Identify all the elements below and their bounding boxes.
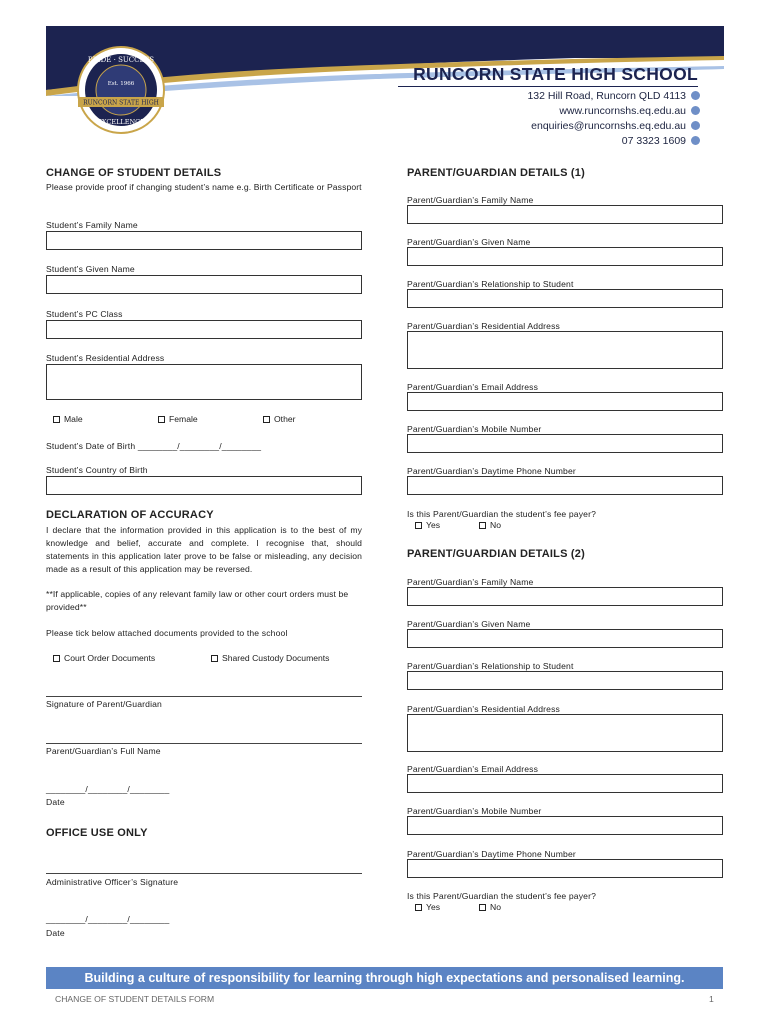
letterhead [46,26,724,146]
gender-male-option[interactable] [53,414,83,424]
parent-full-name-label: Parent/Guardian’s Full Name [46,746,161,756]
male-label: Male [64,414,83,424]
parent1-family-name-field[interactable] [407,205,723,224]
parent2-address-label: Parent/Guardian’s Residential Address [407,704,561,714]
school-phone: 07 3323 1609 [621,135,686,147]
admin-signature-line[interactable] [46,873,362,874]
gender-female-option[interactable] [158,414,198,424]
school-website[interactable]: www.runcornshs.eq.edu.au [559,105,686,117]
parent1-fee-payer-question: Is this Parent/Guardian the student’s fee payer? [407,509,597,519]
parent1-daytime-label: Parent/Guardian’s Daytime Phone Number [407,466,576,476]
court-order-label: Court Order Documents [64,653,156,663]
parent2-email-field[interactable] [407,774,723,793]
parent2-fee-yes-label: Yes [426,902,441,912]
parent-full-name-line[interactable] [46,743,362,744]
office-date-blank[interactable]: ________/________/________ [46,914,170,924]
student-address-label: Student’s Residential Address [46,353,165,363]
parent2-mobile-field[interactable] [407,816,723,835]
male-checkbox[interactable] [53,416,60,423]
parent2-fee-yes-checkbox[interactable] [415,904,422,911]
declaration-heading: DECLARATION OF ACCURACY [46,509,214,521]
header-address-line [527,90,700,102]
parent2-given-name-label: Parent/Guardian’s Given Name [407,619,531,629]
other-label: Other [274,414,296,424]
parent1-fee-yes-option[interactable] [415,520,440,530]
parent2-fee-yes-option[interactable] [415,902,440,912]
school-name-rule [398,86,698,87]
student-family-name-label: Student’s Family Name [46,220,138,230]
footer-banner [46,967,723,989]
admin-signature-label: Administrative Officer’s Signature [46,877,179,887]
student-dob-label[interactable]: Student’s Date of Birth ________/________/________ [46,441,262,451]
footer-banner-text: Building a culture of responsibility for learning through high expectations and personalised learning. [84,971,685,985]
declaration-text: I declare that the information provided in this application is to the best of my knowledge and belief, accurate and complete. I recognise that, should statements in this application later prove to be false or misleading, any decision made as a result of this application may be reversed. [46,525,362,574]
parent2-given-name-field[interactable] [407,629,723,648]
parent1-relationship-field[interactable] [407,289,723,308]
location-pin-icon [691,91,700,100]
shared-custody-option[interactable] [211,653,329,663]
parent1-address-label: Parent/Guardian’s Residential Address [407,321,561,331]
crest-motto-bottom: EXCELLENCE [97,118,145,126]
student-pc-class-field[interactable] [46,320,362,339]
parent1-email-field[interactable] [407,392,723,411]
parent1-mobile-label: Parent/Guardian’s Mobile Number [407,424,542,434]
student-family-name-field[interactable] [46,231,362,250]
globe-icon [691,106,700,115]
school-name: RUNCORN STATE HIGH SCHOOL [413,64,698,84]
student-pc-class-label: Student’s PC Class [46,309,123,319]
school-address: 132 Hill Road, Runcorn QLD 4113 [527,90,686,102]
student-country-label: Student’s Country of Birth [46,465,148,475]
parent2-fee-payer-question: Is this Parent/Guardian the student’s fee payer? [407,891,597,901]
parent2-email-label: Parent/Guardian’s Email Address [407,764,539,774]
parent1-daytime-field[interactable] [407,476,723,495]
parent2-fee-no-checkbox[interactable] [479,904,486,911]
parent1-heading: PARENT/GUARDIAN DETAILS (1) [407,167,585,179]
parent2-family-name-field[interactable] [407,587,723,606]
shared-custody-label: Shared Custody Documents [222,653,330,663]
school-crest [76,40,166,142]
parent1-given-name-field[interactable] [407,247,723,266]
header-email-line [531,120,700,132]
parent1-fee-no-checkbox[interactable] [479,522,486,529]
parent1-fee-yes-checkbox[interactable] [415,522,422,529]
family-law-note: **If applicable, copies of any relevant family law or other court orders must be provided** [46,589,349,612]
parent2-fee-no-option[interactable] [479,902,501,912]
student-name-note: Please provide proof if changing student’s name e.g. Birth Certificate or Passport [46,182,362,192]
crest-banner: RUNCORN STATE HIGH [83,99,159,107]
office-date-label: Date [46,928,65,938]
email-icon [691,121,700,130]
parent1-fee-no-option[interactable] [479,520,501,530]
student-address-field[interactable] [46,364,362,400]
crest-motto-top: PRIDE · SUCCESS [87,56,155,64]
header-phone-line [622,135,700,147]
header-website-line [559,105,700,117]
parent2-relationship-label: Parent/Guardian’s Relationship to Student [407,661,574,671]
student-given-name-field[interactable] [46,275,362,294]
student-given-name-label: Student’s Given Name [46,264,135,274]
school-email[interactable]: enquiries@runcornshs.eq.edu.au [531,120,686,132]
parent1-fee-yes-label: Yes [426,520,441,530]
declaration-date-label: Date [46,797,65,807]
parent1-mobile-field[interactable] [407,434,723,453]
shared-custody-checkbox[interactable] [211,655,218,662]
parent1-email-label: Parent/Guardian’s Email Address [407,382,539,392]
parent1-relationship-label: Parent/Guardian’s Relationship to Student [407,279,574,289]
other-checkbox[interactable] [263,416,270,423]
parent1-given-name-label: Parent/Guardian’s Given Name [407,237,531,247]
parent1-fee-no-label: No [490,520,501,530]
female-label: Female [169,414,198,424]
tick-instruction: Please tick below attached documents provided to the school [46,628,288,638]
parent2-mobile-label: Parent/Guardian’s Mobile Number [407,806,542,816]
gender-other-option[interactable] [263,414,296,424]
parent1-address-field[interactable] [407,331,723,369]
parent2-heading: PARENT/GUARDIAN DETAILS (2) [407,548,585,560]
parent1-family-name-label: Parent/Guardian’s Family Name [407,195,534,205]
court-order-option[interactable] [53,653,155,663]
crest-established: Est. 1966 [107,81,135,87]
parent2-address-field[interactable] [407,714,723,752]
parent2-daytime-field[interactable] [407,859,723,878]
parent2-relationship-field[interactable] [407,671,723,690]
student-heading: CHANGE OF STUDENT DETAILS [46,167,222,179]
female-checkbox[interactable] [158,416,165,423]
parent2-family-name-label: Parent/Guardian’s Family Name [407,577,534,587]
parent-signature-line[interactable] [46,696,362,697]
parent2-fee-no-label: No [490,902,501,912]
parent-signature-label: Signature of Parent/Guardian [46,699,162,709]
phone-icon [691,136,700,145]
student-country-field[interactable] [46,476,362,495]
court-order-checkbox[interactable] [53,655,60,662]
footer-page-number: 1 [709,994,714,1004]
declaration-date-blank[interactable]: ________/________/________ [46,784,170,794]
office-heading: OFFICE USE ONLY [46,827,148,839]
parent2-daytime-label: Parent/Guardian’s Daytime Phone Number [407,849,576,859]
footer-form-name: CHANGE OF STUDENT DETAILS FORM [55,994,215,1004]
